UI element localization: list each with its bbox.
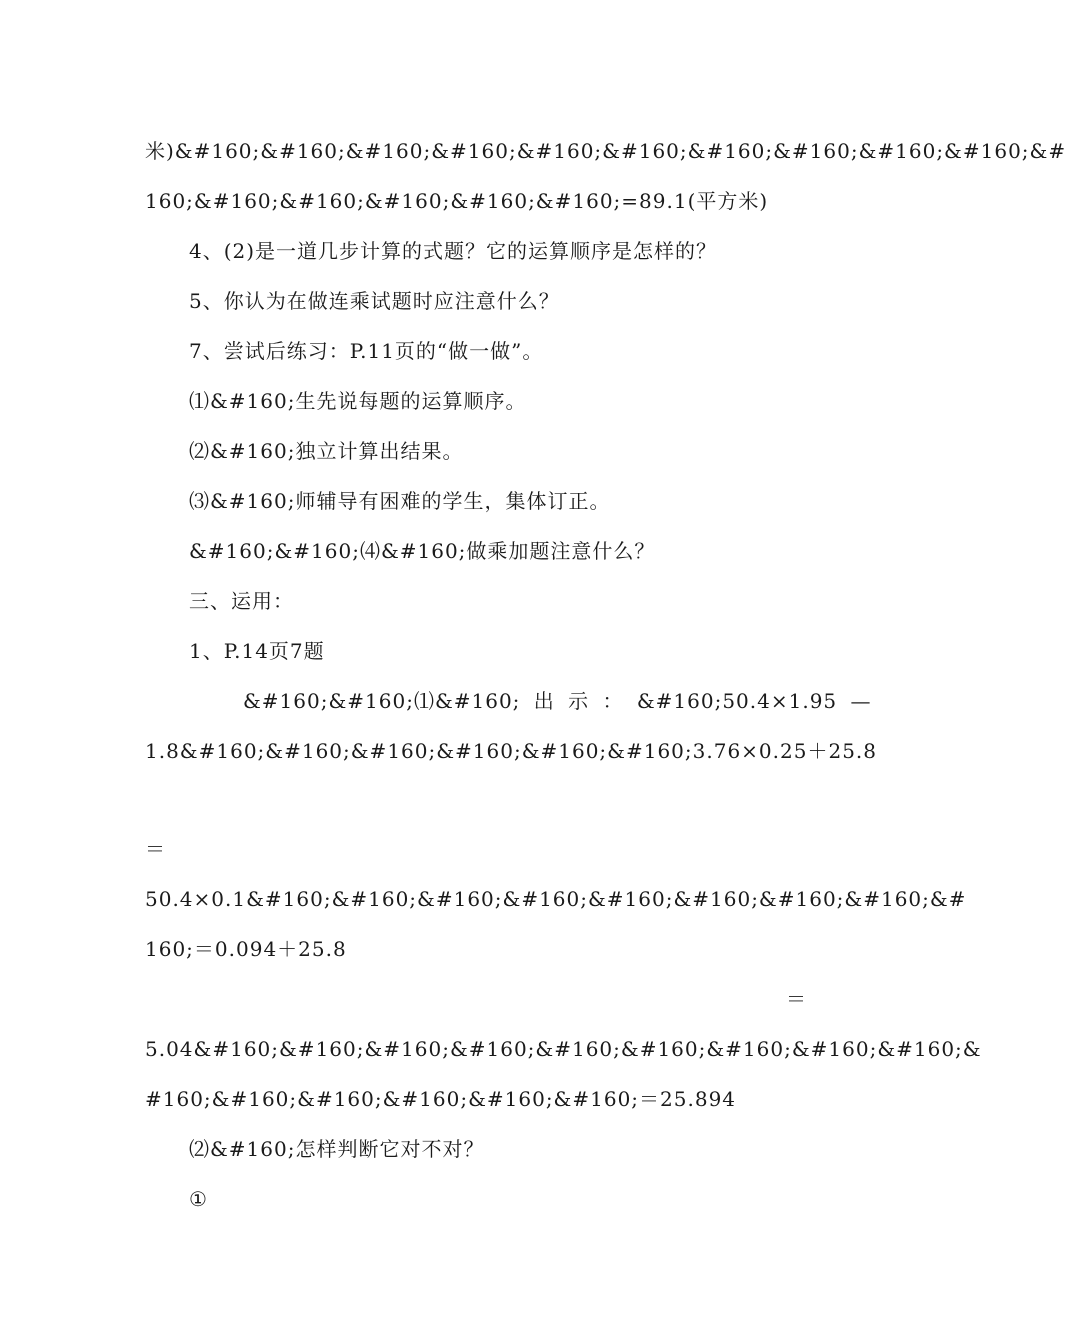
text-line: 160;&#160;&#160;&#160;&#160;&#160;=89.1(平方米): [145, 189, 769, 213]
exercise-line: 1、P.14页7题: [189, 639, 325, 663]
question-line: 5、你认为在做连乘试题时应注意什么？: [189, 289, 560, 313]
formula-line: ＝: [145, 837, 166, 861]
formula-line: ＝: [786, 987, 807, 1011]
formula-line: 50.4×0.1&#160;&#160;&#160;&#160;&#160;&#160;&#160;&#160;&#: [145, 887, 967, 911]
list-marker: ①: [189, 1187, 208, 1211]
step-line: ⑶&#160;师辅导有困难的学生，集体订正。: [189, 489, 611, 513]
section-heading: 三、运用：: [189, 589, 294, 613]
formula-line: 160;＝0.094＋25.8: [145, 937, 347, 961]
step-line: ⑴&#160;生先说每题的运算顺序。: [189, 389, 527, 413]
step-line: &#160;&#160;⑷&#160;做乘加题注意什么？: [189, 539, 656, 563]
question-line: 4、(2)是一道几步计算的式题？它的运算顺序是怎样的？: [189, 239, 718, 263]
formula-line: 1.8&#160;&#160;&#160;&#160;&#160;&#160;3.76×0.25＋25.8: [145, 739, 877, 763]
text-line: 米)&#160;&#160;&#160;&#160;&#160;&#160;&#160;&#160;&#160;&#160;&#: [145, 139, 1066, 163]
formula-line: #160;&#160;&#160;&#160;&#160;&#160;＝25.894: [145, 1087, 737, 1111]
step-line: ⑵&#160;独立计算出结果。: [189, 439, 464, 463]
question-line: ⑵&#160;怎样判断它对不对？: [189, 1137, 485, 1161]
formula-line: 5.04&#160;&#160;&#160;&#160;&#160;&#160;&#160;&#160;&#160;&: [145, 1037, 982, 1061]
formula-line: &#160;&#160;⑴&#160; 出 示 ： &#160;50.4×1.95 —: [243, 689, 872, 713]
exercise-line: 7、尝试后练习：P.11页的“做一做”。: [189, 339, 544, 363]
